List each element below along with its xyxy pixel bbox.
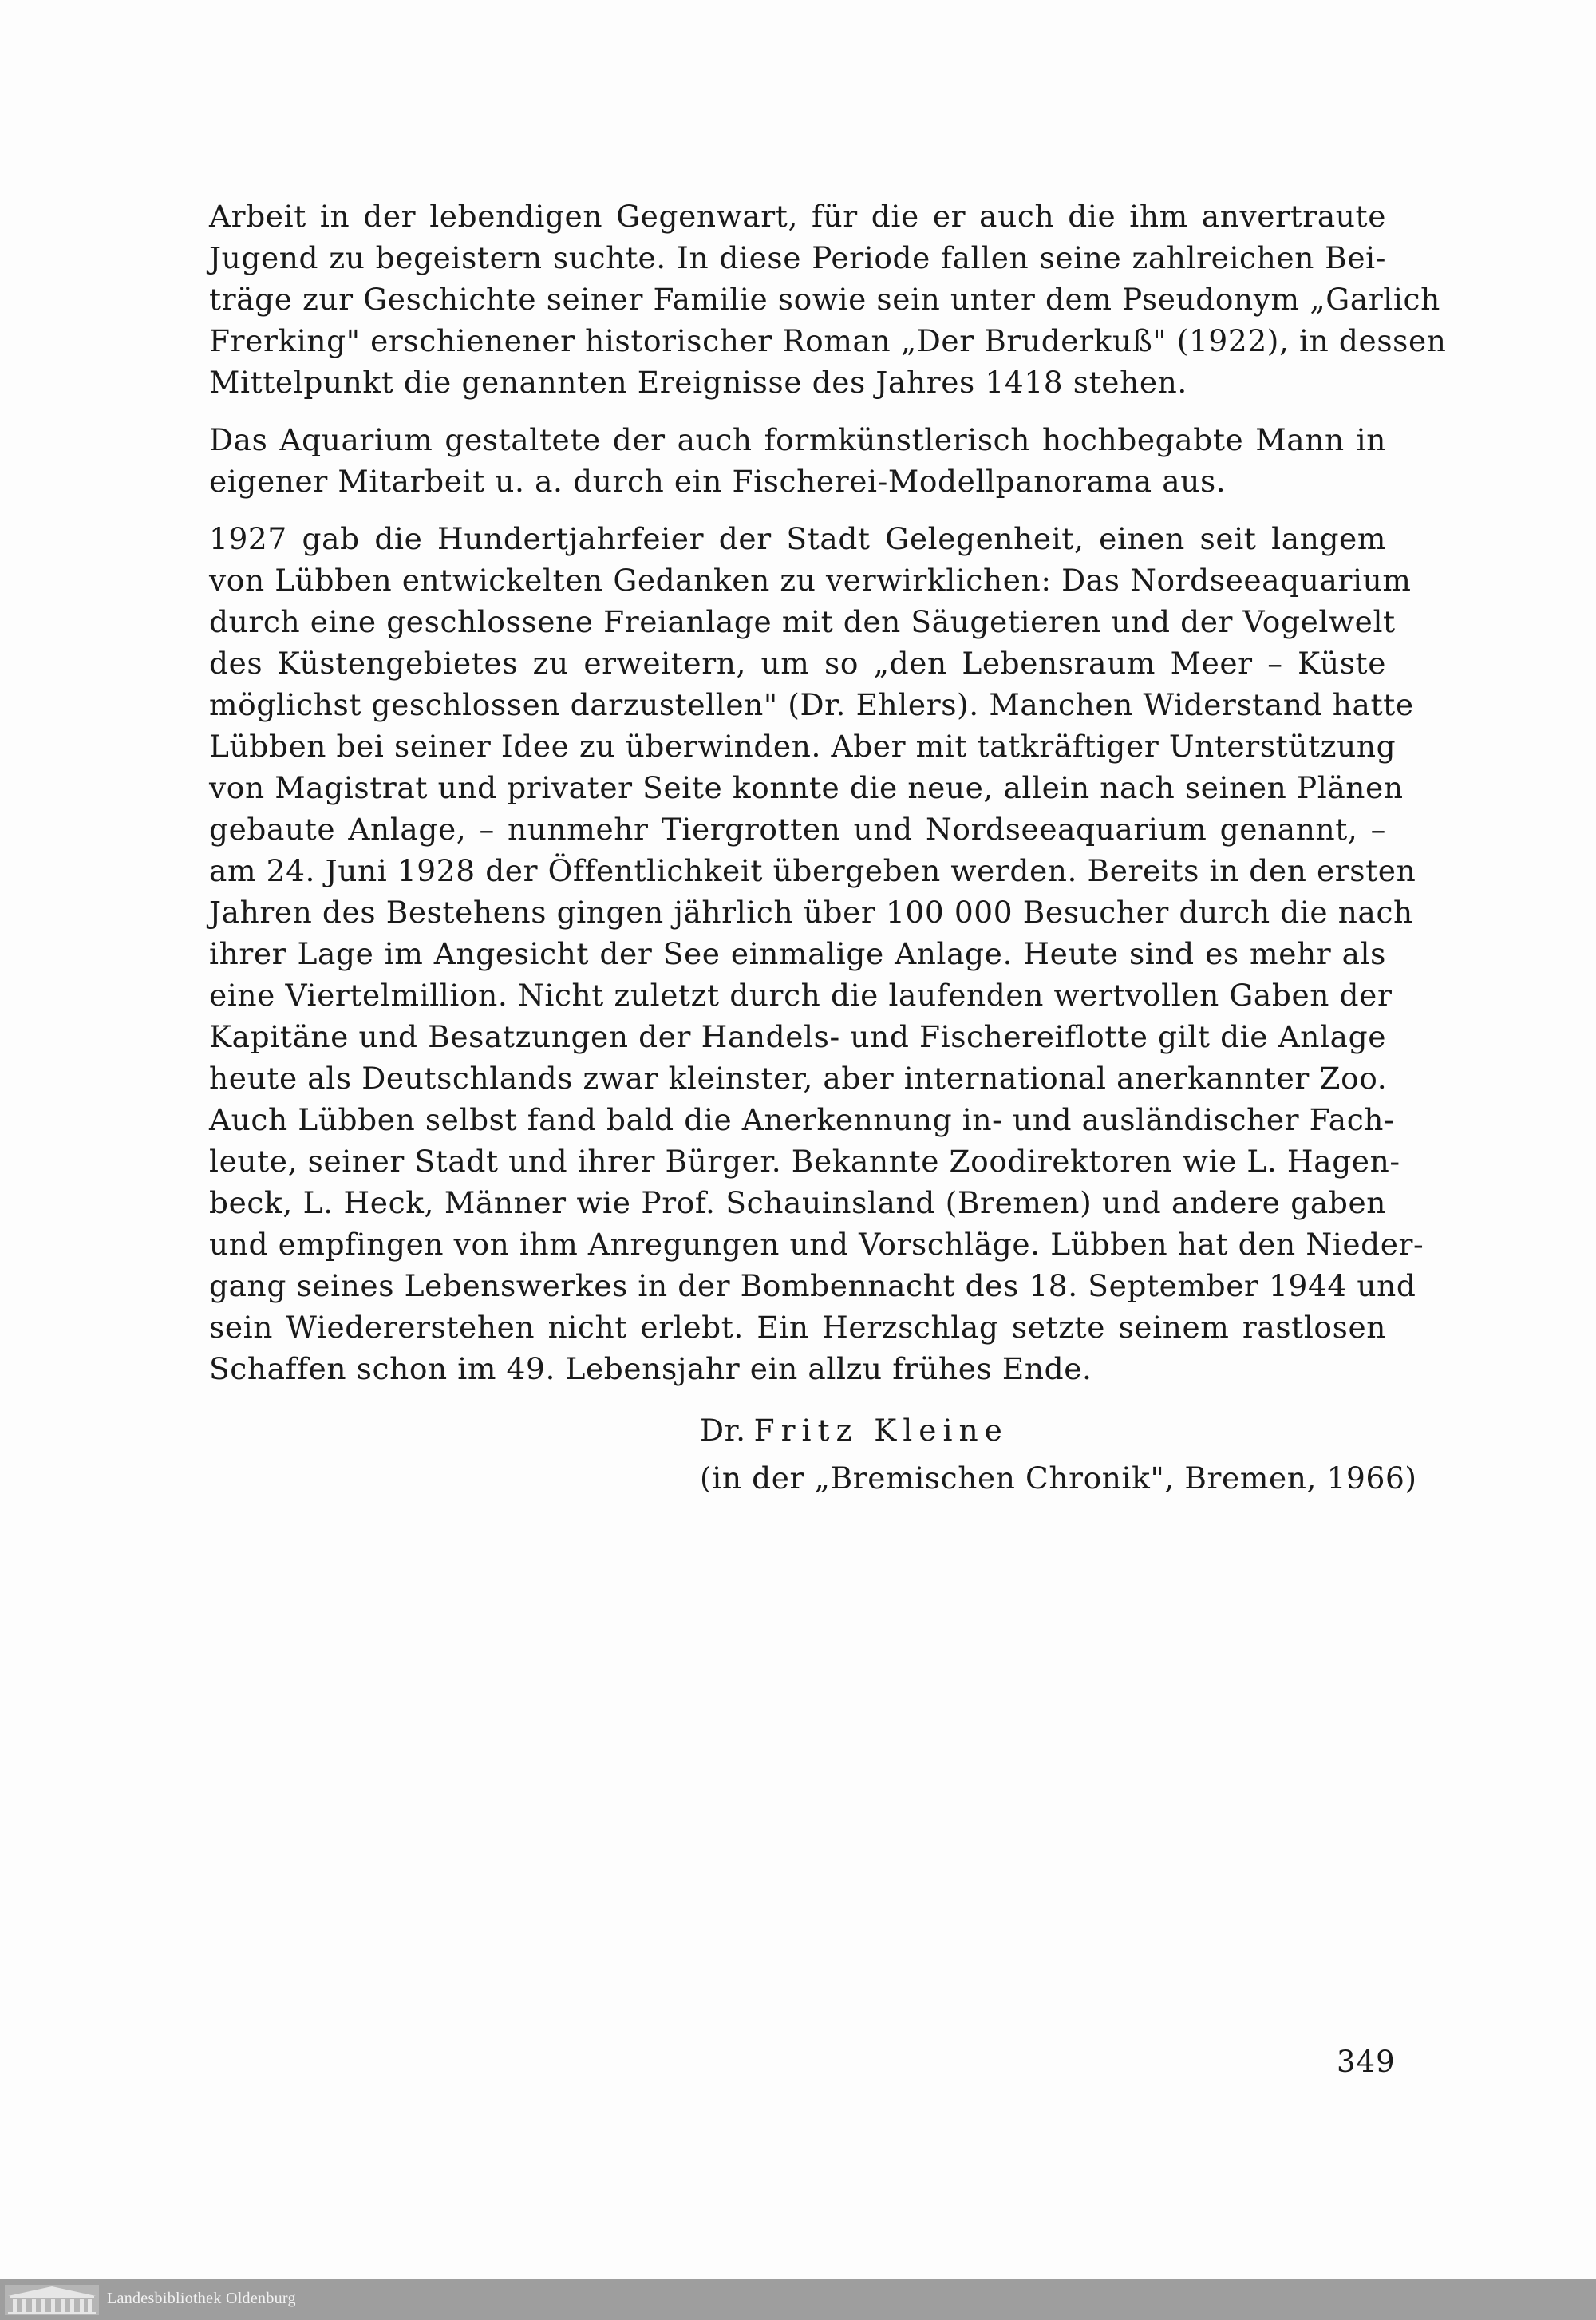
text-line: heute als Deutschlands zwar kleinster, aber international anerkannter Zoo.	[209, 1061, 1388, 1096]
text-line: eigener Mitarbeit u. a. durch ein Fischerei-Modellpanorama aus.	[209, 464, 1227, 499]
library-name: Landesbibliothek Oldenburg	[107, 2290, 296, 2307]
text-line: und empfingen von ihm Anregungen und Vorschläge. Lübben hat den Nieder-	[209, 1227, 1424, 1262]
text-line: Jahren des Bestehens gingen jährlich über 100 000 Besucher durch die nach	[209, 895, 1413, 930]
author-name	[700, 1406, 1417, 1454]
text-line: gebaute Anlage, – nunmehr Tiergrotten und Nordseeaquarium genannt, –	[209, 812, 1386, 847]
text-line: des Küstengebietes zu erweitern, um so „den Lebensraum Meer – Küste	[209, 646, 1386, 681]
text-line: sein Wiedererstehen nicht erlebt. Ein Herzschlag setzte seinem rastlosen	[209, 1310, 1386, 1345]
text-line: 1927 gab die Hundertjahrfeier der Stadt Gelegenheit, einen seit langem	[209, 521, 1386, 556]
text-line: möglichst geschlossen darzustellen" (Dr. Ehlers). Manchen Widerstand hatte	[209, 687, 1414, 722]
text-line: ihrer Lage im Angesicht der See einmalige Anlage. Heute sind es mehr als	[209, 936, 1386, 971]
page-number: 349	[1337, 2045, 1396, 2079]
text-line: Schaffen schon im 49. Lebensjahr ein allzu frühes Ende.	[209, 1351, 1092, 1386]
library-building-icon	[5, 2285, 99, 2315]
text-line: Lübben bei seiner Idee zu überwinden. Aber mit tatkräftiger Unterstützung	[209, 729, 1396, 764]
footer-bar	[0, 2279, 1596, 2320]
author-title: Dr.	[700, 1413, 746, 1448]
text-line: träge zur Geschichte seiner Familie sowie sein unter dem Pseudonym „Garlich	[209, 282, 1440, 317]
paragraph-2	[209, 419, 1386, 502]
text-line: am 24. Juni 1928 der Öffentlichkeit übergeben werden. Bereits in den ersten	[209, 853, 1416, 888]
text-line: Jugend zu begeistern suchte. In diese Periode fallen seine zahlreichen Bei-	[209, 240, 1386, 275]
text-line: Kapitäne und Besatzungen der Handels- und Fischereiflotte gilt die Anlage	[209, 1019, 1386, 1054]
text-line: Arbeit in der lebendigen Gegenwart, für die er auch die ihm anvertraute	[209, 199, 1386, 234]
text-line: durch eine geschlossene Freianlage mit den Säugetieren und der Vogelwelt	[209, 604, 1396, 639]
text-line: eine Viertelmillion. Nicht zuletzt durch die laufenden wertvollen Gaben der	[209, 978, 1393, 1013]
paragraph-3	[209, 518, 1424, 1389]
paragraph-1	[209, 196, 1447, 403]
text-line: beck, L. Heck, Männer wie Prof. Schauinsland (Bremen) und andere gaben	[209, 1185, 1386, 1220]
author-spaced-name: Fritz Kleine	[753, 1413, 1009, 1448]
text-line: gang seines Lebenswerkes in der Bombennacht des 18. September 1944 und	[209, 1268, 1416, 1303]
text-line: von Magistrat und privater Seite konnte die neue, allein nach seinen Plänen	[209, 770, 1404, 805]
text-line: Frerking" erschienener historischer Roman „Der Bruderkuß" (1922), in dessen	[209, 323, 1447, 358]
text-line: Mittelpunkt die genannten Ereignisse des Jahres 1418 stehen.	[209, 365, 1187, 400]
signature-block	[700, 1406, 1417, 1502]
source-citation: (in der „Bremischen Chronik", Bremen, 1966)	[700, 1460, 1417, 1496]
text-line: Das Aquarium gestaltete der auch formkünstlerisch hochbegabte Mann in	[209, 422, 1386, 457]
body-text	[209, 196, 1447, 1405]
text-line: leute, seiner Stadt und ihrer Bürger. Bekannte Zoodirektoren wie L. Hagen-	[209, 1144, 1400, 1179]
text-line: von Lübben entwickelten Gedanken zu verwirklichen: Das Nordseeaquarium	[209, 563, 1412, 598]
text-line: Auch Lübben selbst fand bald die Anerkennung in- und ausländischer Fach-	[209, 1102, 1395, 1137]
